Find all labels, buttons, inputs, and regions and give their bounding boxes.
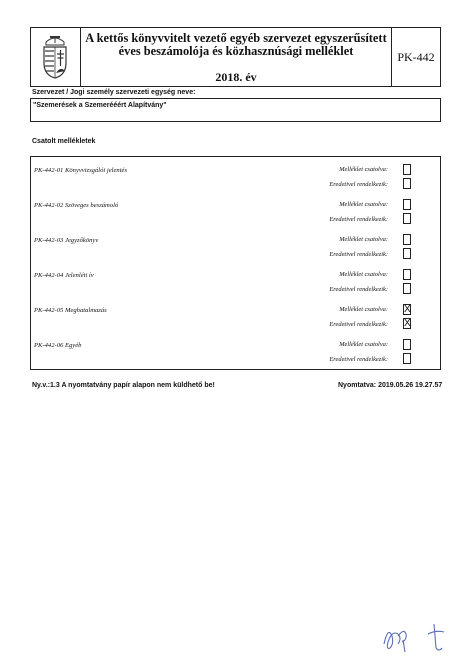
original-label: Eredetivel rendelkezik: [329,286,388,293]
attached-label: Melléklet csatolva: [339,341,388,348]
attachment-name: PK-442-02 Szöveges beszámoló [34,202,119,209]
attachments-heading: Csatolt mellékletek [32,138,96,145]
attachment-name: PK-442-01 Könyvvizsgálói jelentés [34,167,128,174]
attached-label: Melléklet csatolva: [339,271,388,278]
attachment-name: PK-442-03 Jegyzőkönyv [34,237,99,244]
original-checkbox[interactable]: X [404,318,411,329]
original-label: Eredetivel rendelkezik: [329,251,388,258]
original-checkbox[interactable] [403,178,411,189]
original-checkbox[interactable] [403,248,411,259]
organization-name-field: "Szemerések a Szemerééért Alapítvány" [30,98,441,122]
original-label: Eredetivel rendelkezik: [329,321,388,328]
original-label: Eredetivel rendelkezik: [329,216,388,223]
form-title [81,28,392,86]
report-year: 2018. év [215,70,257,84]
attached-checkbox[interactable]: X [404,304,411,315]
attached-checkbox[interactable] [403,339,411,350]
title-line-2: éves beszámolója és közhasznúsági melléklet [118,44,354,58]
handwritten-signature [376,618,456,656]
crest-cell [31,28,81,86]
hungarian-coat-of-arms-icon [42,35,68,79]
original-checkbox[interactable] [403,213,411,224]
attachment-row [31,196,440,226]
attached-checkbox[interactable] [403,234,411,245]
attachment-name: PK-442-04 Jelenléti ív [34,272,94,279]
attachment-row [31,231,440,261]
form-code: PK-442 [397,49,435,64]
attached-label: Melléklet csatolva: [339,306,388,313]
attachment-name: PK-442-05 Meghatalmazás [34,307,107,314]
organization-label: Szervezet / Jogi személy szervezeti egység neve: [32,89,196,96]
attachment-row [31,336,440,366]
print-timestamp: Nyomtatva: 2019.05.26 19.27.57 [338,382,443,389]
attached-label: Melléklet csatolva: [339,201,388,208]
title-line-1: A kettős könyvvitelt vezető egyéb szervezet egyszerűsített [85,31,387,45]
attached-checkbox[interactable] [403,164,411,175]
attached-label: Melléklet csatolva: [339,236,388,243]
attachment-name: PK-442-06 Egyéb [34,342,82,349]
attached-label: Melléklet csatolva: [339,166,388,173]
attachment-row [31,161,440,191]
attached-checkbox[interactable] [403,199,411,210]
attachment-row [31,301,440,331]
form-header [30,27,441,87]
attachments-list [30,156,441,370]
original-checkbox[interactable] [403,353,411,364]
original-checkbox[interactable] [403,283,411,294]
attached-checkbox[interactable] [403,269,411,280]
original-label: Eredetivel rendelkezik: [329,181,388,188]
original-label: Eredetivel rendelkezik: [329,356,388,363]
version-note: Ny.v.:1.3 A nyomtatvány papír alapon nem küldhető be! [32,382,215,389]
attachment-row [31,266,440,296]
